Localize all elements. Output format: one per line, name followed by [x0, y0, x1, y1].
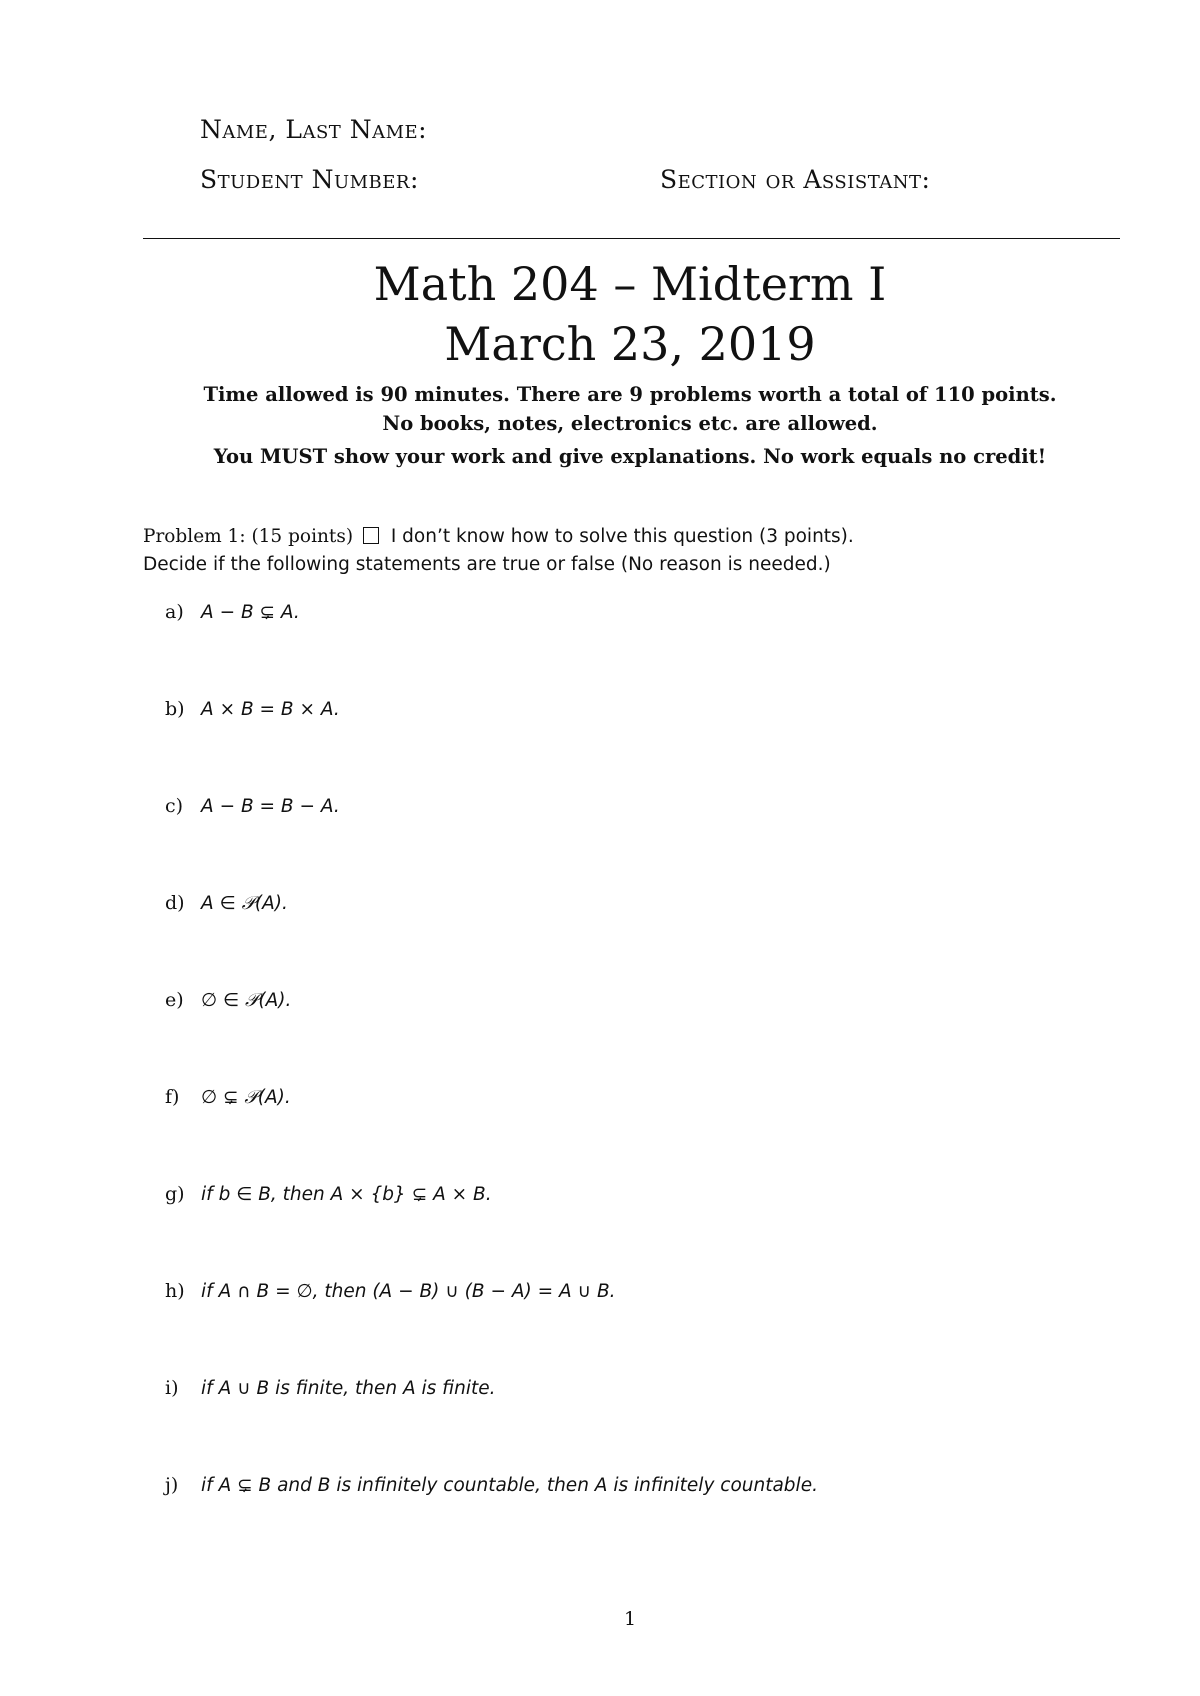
- statement-label: c): [165, 795, 184, 817]
- statement-text: if A ∪ B is finite, then A is finite.: [201, 1378, 496, 1399]
- statement-label: j): [165, 1474, 179, 1496]
- statement-item: [165, 890, 288, 917]
- statement-label: a): [165, 601, 184, 623]
- instruction-work: You MUST show your work and give explanations. No work equals no credit!: [213, 445, 1047, 468]
- statement-item: [165, 793, 340, 820]
- statement-text: A − B ⊊ A.: [201, 602, 300, 623]
- statement-item: [165, 1181, 492, 1208]
- statement-label: i): [165, 1377, 179, 1399]
- statement-item: [165, 987, 291, 1014]
- statement-text: A × B = B × A.: [201, 699, 340, 720]
- statement-item: [165, 1278, 616, 1305]
- exam-title: Math 204 – Midterm I: [373, 257, 887, 311]
- statement-text: ∅ ∈ 𝒫(A).: [201, 990, 292, 1011]
- statement-label: e): [165, 989, 184, 1011]
- statement-text: ∅ ⊊ 𝒫(A).: [201, 1087, 291, 1108]
- statement-label: b): [165, 698, 185, 720]
- problem-1-title: Problem 1: (15 points): [143, 526, 354, 547]
- instruction-time: Time allowed is 90 minutes. There are 9 problems worth a total of 110 points.: [203, 383, 1057, 406]
- statement-label: f): [165, 1086, 180, 1108]
- statement-item: [165, 1084, 291, 1111]
- name-field-label: Name, Last Name:: [200, 115, 428, 144]
- skip-question-checkbox[interactable]: [363, 527, 379, 544]
- statement-item: [165, 1472, 818, 1499]
- statement-item: [165, 696, 340, 723]
- statement-label: g): [165, 1183, 185, 1205]
- section-field-label: Section or Assistant:: [660, 165, 931, 194]
- statement-text: if A ⊊ B and B is infinitely countable, then A is infinitely countable.: [201, 1475, 818, 1496]
- skip-question-label: I don’t know how to solve this question (3 points).: [390, 526, 854, 547]
- statement-text: A − B = B − A.: [201, 796, 340, 817]
- statement-label: d): [165, 892, 185, 914]
- statement-label: h): [165, 1280, 185, 1302]
- statement-text: if A ∩ B = ∅, then (A − B) ∪ (B − A) = A ∪ B.: [201, 1281, 616, 1302]
- page-number: 1: [623, 1608, 637, 1630]
- instruction-materials: No books, notes, electronics etc. are allowed.: [382, 412, 878, 435]
- header-divider: [143, 238, 1120, 239]
- statement-item: [165, 599, 300, 626]
- problem-1-heading: [143, 524, 854, 550]
- student-number-field-label: Student Number:: [200, 165, 419, 194]
- exam-date: March 23, 2019: [444, 317, 816, 371]
- statement-item: [165, 1375, 495, 1402]
- problem-1-description: Decide if the following statements are true or false (No reason is needed.): [143, 554, 831, 575]
- statement-text: if b ∈ B, then A × {b} ⊊ A × B.: [201, 1184, 492, 1205]
- statement-text: A ∈ 𝒫(A).: [201, 893, 288, 914]
